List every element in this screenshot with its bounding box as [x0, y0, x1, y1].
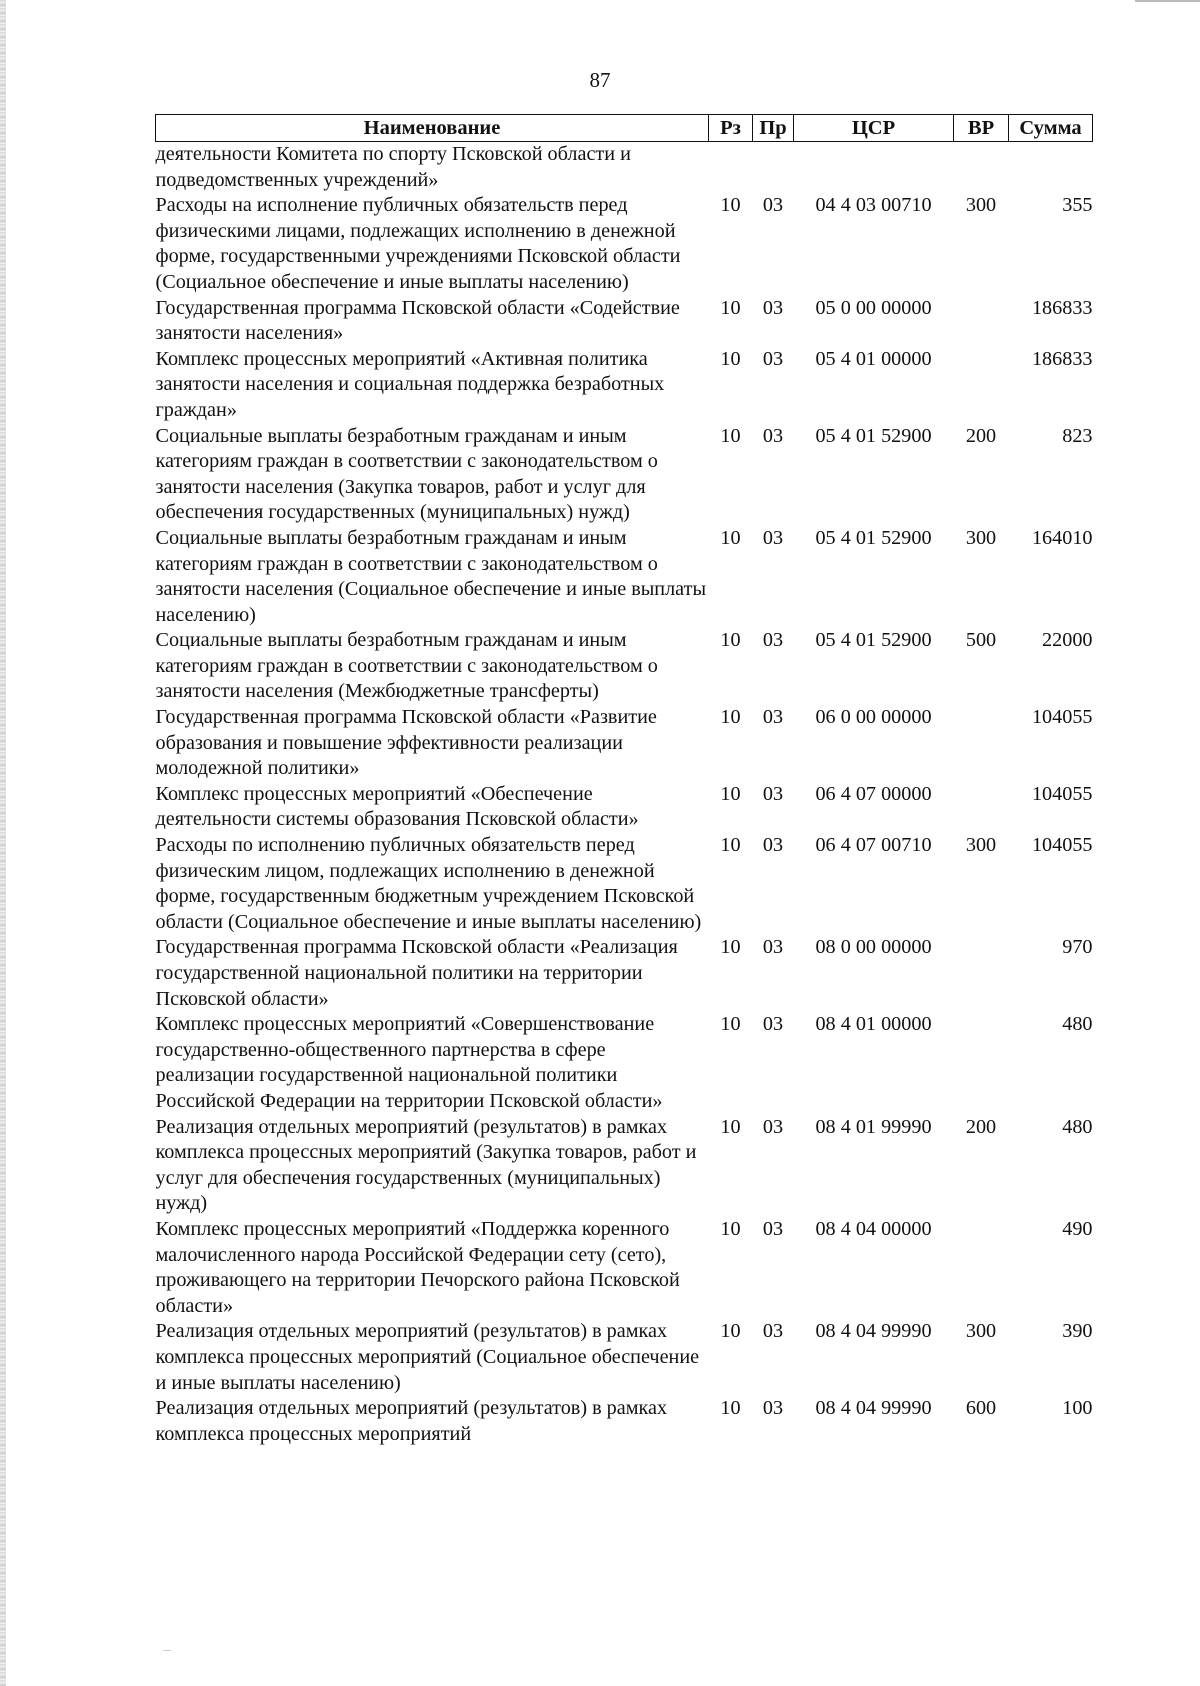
page-number: 87 — [589, 68, 611, 92]
cell-vr: 200 — [965, 1115, 997, 1138]
table-body — [156, 142, 1093, 1448]
cell-pr: 03 — [762, 706, 784, 729]
table-row — [156, 1012, 1093, 1114]
cell-vr — [954, 1217, 1009, 1319]
cell-rz: 10 — [720, 706, 741, 729]
header-pr: Пр — [753, 115, 794, 142]
cell-name: Государственная программа Псковской области «Реализация государственной национальной политики на территории Псковской области» — [155, 936, 678, 1010]
cell-name: Расходы по исполнению публичных обязательств перед физическим лицом, подлежащих исполнению в денежной форме, государственным бюджетным учреждением Псковской области (Социальное обеспечение и иные выплаты населению) — [155, 834, 702, 933]
table-row — [156, 833, 1093, 935]
header-csr: ЦСР — [794, 115, 954, 142]
cell-sum: 970 — [1062, 936, 1093, 959]
cell-pr: 03 — [762, 526, 784, 549]
cell-name: Расходы на исполнение публичных обязательств перед физическими лицами, подлежащих исполнению в денежной форме, государственными учреждениями Псковской области (Социальное обеспечение и иные выплаты населению) — [155, 194, 681, 293]
cell-pr: 03 — [762, 1320, 784, 1343]
cell-sum: 104055 — [1031, 834, 1093, 857]
cell-csr: 04 4 03 00710 — [815, 194, 932, 217]
cell-name: Реализация отдельных мероприятий (результатов) в рамках комплекса процессных мероприятий (Закупка товаров, работ и услуг для обеспечения государственных (муниципальных) нужд) — [155, 1115, 697, 1215]
table-row — [156, 296, 1093, 347]
cell-csr: 08 4 01 99990 — [815, 1115, 932, 1138]
cell-rz: 10 — [720, 1397, 741, 1420]
table-row — [156, 1217, 1093, 1319]
cell-sum: 490 — [1062, 1217, 1093, 1240]
cell-sum — [1009, 142, 1093, 194]
cell-name: Комплекс процессных мероприятий «Обеспечение деятельности системы образования Псковской области» — [155, 782, 639, 831]
cell-vr — [954, 705, 1009, 782]
cell-csr — [794, 142, 954, 194]
cell-name: Государственная программа Псковской области «Развитие образования и повышение эффективности реализации молодежной политики» — [155, 706, 657, 780]
cell-csr: 05 4 01 52900 — [815, 629, 932, 652]
table-row — [156, 1319, 1093, 1396]
cell-csr: 08 4 04 99990 — [815, 1320, 932, 1343]
cell-pr: 03 — [762, 347, 784, 370]
cell-rz: 10 — [720, 296, 741, 319]
budget-table — [155, 114, 1093, 1447]
cell-sum: 390 — [1062, 1320, 1093, 1343]
cell-pr: 03 — [762, 194, 784, 217]
cell-vr: 200 — [965, 424, 997, 447]
cell-vr — [954, 782, 1009, 833]
cell-rz: 10 — [720, 834, 741, 857]
cell-name: деятельности Комитета по спорту Псковской области и подведомственных учреждений» — [155, 143, 631, 191]
table-row — [156, 705, 1093, 782]
cell-csr: 05 4 01 52900 — [815, 424, 932, 447]
cell-sum: 823 — [1062, 424, 1093, 447]
cell-csr: 05 4 01 00000 — [815, 347, 932, 370]
scan-mark — [163, 1650, 171, 1651]
cell-pr: 03 — [762, 1217, 784, 1240]
table-row — [156, 347, 1093, 424]
cell-csr: 05 0 00 00000 — [815, 296, 932, 319]
scan-edge-left — [0, 0, 6, 1686]
cell-vr: 300 — [965, 526, 997, 549]
cell-sum: 480 — [1062, 1115, 1093, 1138]
table-row — [156, 526, 1093, 628]
table-row — [156, 1115, 1093, 1217]
cell-rz: 10 — [720, 1115, 741, 1138]
cell-csr: 05 4 01 52900 — [815, 526, 932, 549]
cell-sum: 480 — [1062, 1013, 1093, 1036]
table-header — [156, 115, 1093, 142]
cell-name: Социальные выплаты безработным гражданам и иным категориям граждан в соответствии с законодательством о занятости населения (Социальное обеспечение и иные выплаты населению) — [155, 526, 707, 626]
cell-vr — [954, 935, 1009, 1012]
cell-sum: 104055 — [1031, 782, 1093, 805]
cell-vr: 300 — [965, 194, 997, 217]
cell-pr: 03 — [762, 782, 784, 805]
cell-csr: 08 4 04 99990 — [815, 1397, 932, 1420]
cell-rz: 10 — [720, 1217, 741, 1240]
cell-csr: 06 4 07 00000 — [815, 782, 932, 805]
header-sum: Сумма — [1009, 115, 1093, 142]
header-row — [156, 115, 1093, 142]
cell-csr: 08 4 04 00000 — [815, 1217, 932, 1240]
cell-rz: 10 — [720, 347, 741, 370]
cell-pr: 03 — [762, 296, 784, 319]
cell-vr: 300 — [965, 1320, 997, 1343]
cell-vr — [954, 1012, 1009, 1114]
table-row — [156, 628, 1093, 705]
header-rz: Рз — [709, 115, 753, 142]
cell-rz — [709, 142, 753, 194]
cell-name: Реализация отдельных мероприятий (результатов) в рамках комплекса процессных мероприятий (Социальное обеспечение и иные выплаты населению) — [155, 1320, 700, 1394]
cell-csr: 08 4 01 00000 — [815, 1013, 932, 1036]
cell-sum: 186833 — [1031, 347, 1093, 370]
cell-pr: 03 — [762, 629, 784, 652]
cell-rz: 10 — [720, 1320, 741, 1343]
cell-rz: 10 — [720, 936, 741, 959]
cell-vr — [954, 347, 1009, 424]
table-row — [156, 1396, 1093, 1447]
cell-vr — [954, 142, 1009, 194]
cell-sum: 164010 — [1031, 526, 1093, 549]
cell-sum: 355 — [1062, 194, 1093, 217]
cell-pr: 03 — [762, 936, 784, 959]
header-name: Наименование — [156, 115, 709, 142]
cell-rz: 10 — [720, 629, 741, 652]
cell-csr: 06 4 07 00710 — [815, 834, 932, 857]
cell-rz: 10 — [720, 782, 741, 805]
cell-vr: 600 — [965, 1397, 997, 1420]
table-row — [156, 193, 1093, 295]
cell-sum: 100 — [1062, 1397, 1093, 1420]
cell-pr: 03 — [762, 424, 784, 447]
cell-rz: 10 — [720, 424, 741, 447]
cell-pr: 03 — [762, 1397, 784, 1420]
cell-pr: 03 — [762, 834, 784, 857]
cell-vr — [954, 296, 1009, 347]
cell-csr: 06 0 00 00000 — [815, 706, 932, 729]
cell-name: Социальные выплаты безработным гражданам и иным категориям граждан в соответствии с законодательством о занятости населения (Межбюджетные трансферты) — [155, 629, 658, 703]
header-vr: ВР — [954, 115, 1009, 142]
table-row — [156, 782, 1093, 833]
cell-pr: 03 — [762, 1013, 784, 1036]
cell-rz: 10 — [720, 194, 741, 217]
cell-name: Реализация отдельных мероприятий (результатов) в рамках комплекса процессных мероприятий — [155, 1397, 668, 1445]
cell-name: Комплекс процессных мероприятий «Активная политика занятости населения и социальная поддержка безработных граждан» — [155, 347, 665, 421]
cell-pr: 03 — [762, 1115, 784, 1138]
cell-name: Комплекс процессных мероприятий «Поддержка коренного малочисленного народа Российской Федерации сету (сето), проживающего на территории Печорского района Псковской области» — [155, 1217, 680, 1317]
table-row — [156, 142, 1093, 194]
cell-name: Социальные выплаты безработным гражданам и иным категориям граждан в соответствии с законодательством о занятости населения (Закупка товаров, работ и услуг для обеспечения государственных (муниципальных) нужд) — [155, 424, 658, 524]
cell-sum: 186833 — [1031, 296, 1093, 319]
cell-csr: 08 0 00 00000 — [815, 936, 932, 959]
cell-pr — [753, 142, 794, 194]
cell-vr: 500 — [965, 629, 997, 652]
cell-vr: 300 — [965, 834, 997, 857]
cell-sum: 104055 — [1031, 706, 1093, 729]
cell-name: Комплекс процессных мероприятий «Совершенствование государственно-общественного партнерства в сфере реализации государственной национальной политики Российской Федерации на территории Псковской области» — [155, 1013, 663, 1112]
cell-name: Государственная программа Псковской области «Содействие занятости населения» — [155, 296, 680, 345]
cell-rz: 10 — [720, 1013, 741, 1036]
table-row — [156, 935, 1093, 1012]
scan-edge-top — [1135, 0, 1200, 2]
cell-rz: 10 — [720, 526, 741, 549]
cell-sum: 22000 — [1042, 629, 1093, 652]
table-row — [156, 424, 1093, 526]
